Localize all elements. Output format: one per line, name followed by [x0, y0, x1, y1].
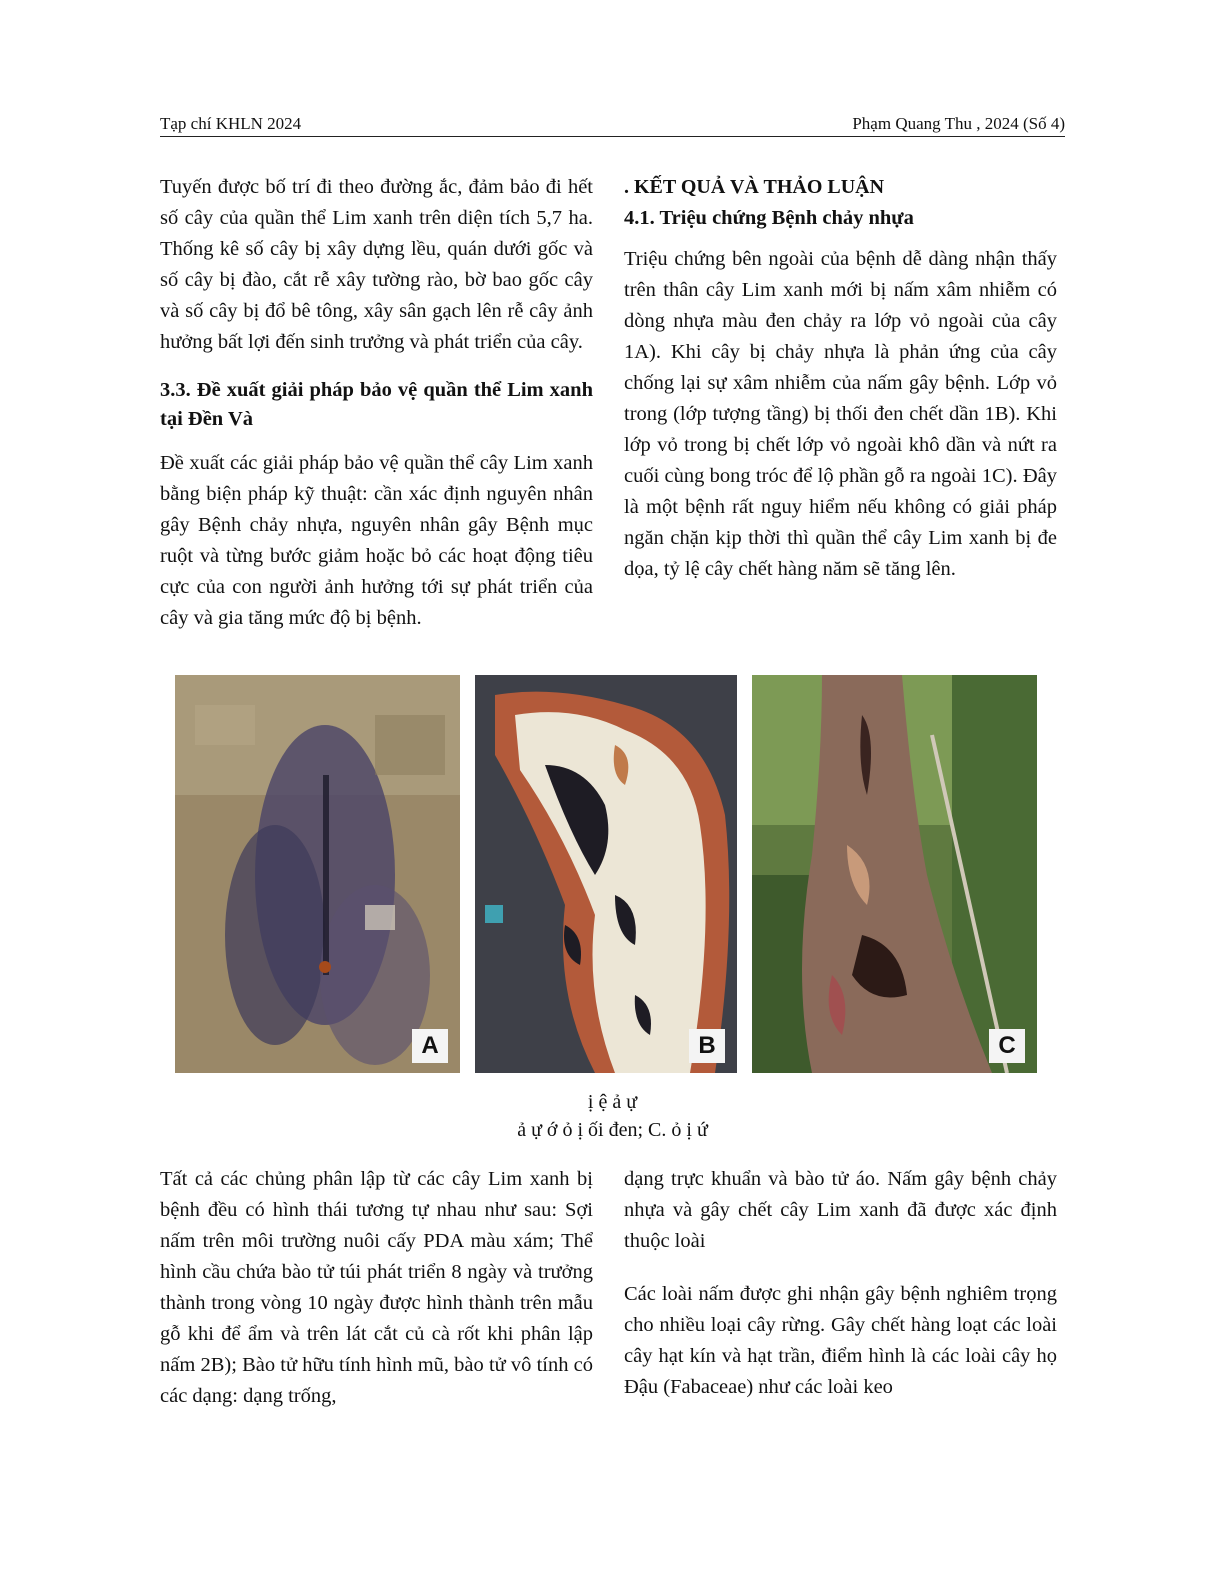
left-column-bottom — [160, 1164, 593, 1412]
figure-caption-detail: ả ự ớ ỏ ị ối đen; C. ỏ ị ứ — [517, 1119, 708, 1141]
photo-b-inner-bark — [475, 675, 737, 1073]
left-column-top — [160, 172, 593, 634]
author-header: Phạm Quang Thu , 2024 (Số 4) — [852, 114, 1065, 133]
photo-label-a: A — [412, 1029, 448, 1063]
paragraph-symptoms: Triệu chứng bên ngoài của bệnh dễ dàng nhận thấy trên thân cây Lim xanh mới bị nấm xâm nhiễm có dòng nhựa màu đen chảy ra lớp vỏ ngoài của cây 1A). Khi cây bị chảy nhựa là phản ứng của cây chống lại sự xâm nhiễm của nấm gây bệnh. Lớp vỏ trong (lớp tượng tầng) bị thối đen chết dần 1B). Khi lớp vỏ trong bị chết lớp vỏ ngoài khô dần và nứt ra cuối cùng bong tróc để lộ phần gỗ ra ngoài 1C). Đây là một bệnh rất nguy hiểm nếu không có giải pháp ngăn chặn kịp thời thì quần thể cây Lim xanh bị đe dọa, tỷ lệ cây chết hàng năm sẽ tăng lên. — [624, 248, 1057, 580]
figure-caption-title: ị ệ ả ự — [587, 1091, 638, 1113]
photo-label-c: C — [989, 1029, 1025, 1063]
paragraph-solutions: Đề xuất các giải pháp bảo vệ quần thể cây Lim xanh bằng biện pháp kỹ thuật: cần xác định nguyên nhân gây Bệnh chảy nhựa, nguyên nhân gây Bệnh mục ruột và từng bước giảm hoặc bỏ các hoạt động tiêu cực của con người ảnh hưởng tới sự phát triển của cây và gia tăng mức độ bị bệnh. — [160, 452, 593, 629]
header-rule — [160, 136, 1065, 137]
heading-3-3: 3.3. Đề xuất giải pháp bảo vệ quần thể Lim xanh tại Đền Và — [160, 379, 593, 430]
journal-header: Tạp chí KHLN 2024 — [160, 114, 302, 133]
paragraph-survey: Tuyến được bố trí đi theo đường ắc, đảm bảo đi hết số cây của quần thể Lim xanh trên diện tích 5,7 ha. Thống kê số cây bị xây dựng lều, quán dưới gốc và số cây bị đào, cắt rễ xây tường rào, bờ bao gốc cây và số cây bị đổ bê tông, xây sân gạch lên rễ cây ảnh hưởng bất lợi đến sinh trưởng và phát triển của cây. — [160, 176, 593, 353]
paragraph-isolates: Tất cả các chủng phân lập từ các cây Lim xanh bị bệnh đều có hình thái tương tự nhau như sau: Sợi nấm trên môi trường nuôi cấy PDA màu xám; Thể hình cầu chứa bào tử túi phát triển 8 ngày và trưởng thành trong vòng 10 ngày được hình thành trên mẫu gỗ khi để ẩm và trên lát cắt củ cà rốt khi phân lập nấm 2B); Bào tử hữu tính hình mũ, bào tử vô tính có các dạng: dạng trống, — [160, 1168, 593, 1407]
photo-c-cracked-trunk — [752, 675, 1037, 1073]
photo-label-b: B — [689, 1029, 725, 1063]
right-column-bottom — [624, 1164, 1057, 1403]
paragraph-gap — [624, 1257, 1057, 1279]
heading-4-1: 4.1. Triệu chứng Bệnh chảy nhựa — [624, 207, 914, 229]
section-heading-results: . KẾT QUẢ VÀ THẢO LUẬN — [624, 176, 885, 198]
right-column-top — [624, 172, 1057, 585]
photo-a-bark-resin — [175, 675, 460, 1073]
paragraph-spores: dạng trực khuẩn và bào tử áo. Nấm gây bệnh chảy nhựa và gây chết cây Lim xanh đã được xác định thuộc loài — [624, 1168, 1057, 1252]
paragraph-fungus-species: Các loài nấm được ghi nhận gây bệnh nghiêm trọng cho nhiều loại cây rừng. Gây chết hàng loạt các loài cây hạt kín và hạt trần, điểm hình là các loài cây họ Đậu (Fabaceae) như các loài keo — [624, 1283, 1057, 1398]
